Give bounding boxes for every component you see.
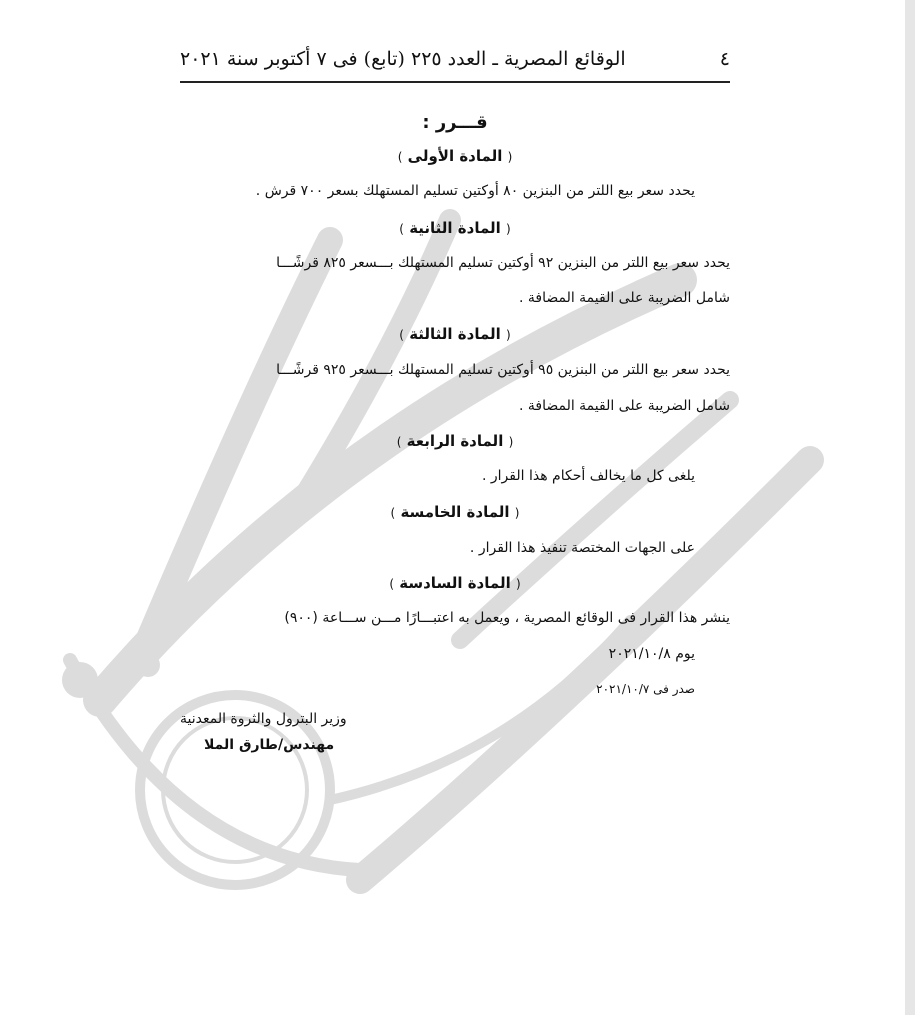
article-3-line-2: شامل الضريبة على القيمة المضافة . [518, 398, 730, 414]
article-1-heading: ( المادة الأولى ) [397, 147, 513, 165]
article-4-heading: ( المادة الرابعة ) [396, 432, 514, 450]
article-heading-text: المادة الأولى [407, 147, 503, 165]
page-edge [905, 0, 915, 1015]
decree-title: قـــرر : [422, 112, 488, 133]
minister-title: وزير البترول والثروة المعدنية [180, 711, 347, 727]
article-heading-text: المادة الرابعة [406, 432, 504, 450]
article-heading-text: المادة الخامسة [400, 503, 510, 521]
article-2-line-2: شامل الضريبة على القيمة المضافة . [518, 290, 730, 306]
page-number: ٤ [719, 48, 730, 70]
article-heading-text: المادة الثانية [409, 219, 501, 237]
article-2-line-1: يحدد سعر بيع اللتر من البنزين ٩٢ أوكتين تسليم المستهلك بـــسعر ٨٢٥ قرشًـــا [276, 255, 730, 271]
article-4-line-1: يلغى كل ما يخالف أحكام هذا القرار . [482, 468, 695, 484]
article-6-line-2: يوم ٢٠٢١/١٠/٨ [608, 646, 695, 662]
page-header [180, 44, 730, 74]
article-5-line-1: على الجهات المختصة تنفيذ هذا القرار . [469, 540, 695, 556]
article-2-heading: ( المادة الثانية ) [399, 219, 511, 237]
issued-date: صدر فى ٢٠٢١/١٠/٧ [596, 682, 695, 696]
article-heading-text: المادة الثالثة [409, 325, 501, 343]
article-3-heading: ( المادة الثالثة ) [399, 325, 511, 343]
article-6-line-1: ينشر هذا القرار فى الوقائع المصرية ، ويعمل به اعتبـــارًا مـــن ســـاعة (٩٠٠) [284, 610, 730, 626]
article-6-heading: ( المادة السادسة ) [389, 574, 521, 592]
minister-name: مهندس/طارق الملا [204, 737, 335, 753]
article-heading-text: المادة السادسة [399, 574, 511, 592]
header-divider [180, 81, 730, 83]
article-1-line-1: يحدد سعر بيع اللتر من البنزين ٨٠ أوكتين تسليم المستهلك بسعر ٧٠٠ قرش . [255, 183, 695, 199]
gazette-title: الوقائع المصرية ـ العدد ٢٢٥ (تابع) فى ٧ أكتوبر سنة ٢٠٢١ [180, 48, 626, 70]
article-3-line-1: يحدد سعر بيع اللتر من البنزين ٩٥ أوكتين تسليم المستهلك بـــسعر ٩٢٥ قرشًـــا [276, 362, 730, 378]
article-5-heading: ( المادة الخامسة ) [390, 503, 520, 521]
